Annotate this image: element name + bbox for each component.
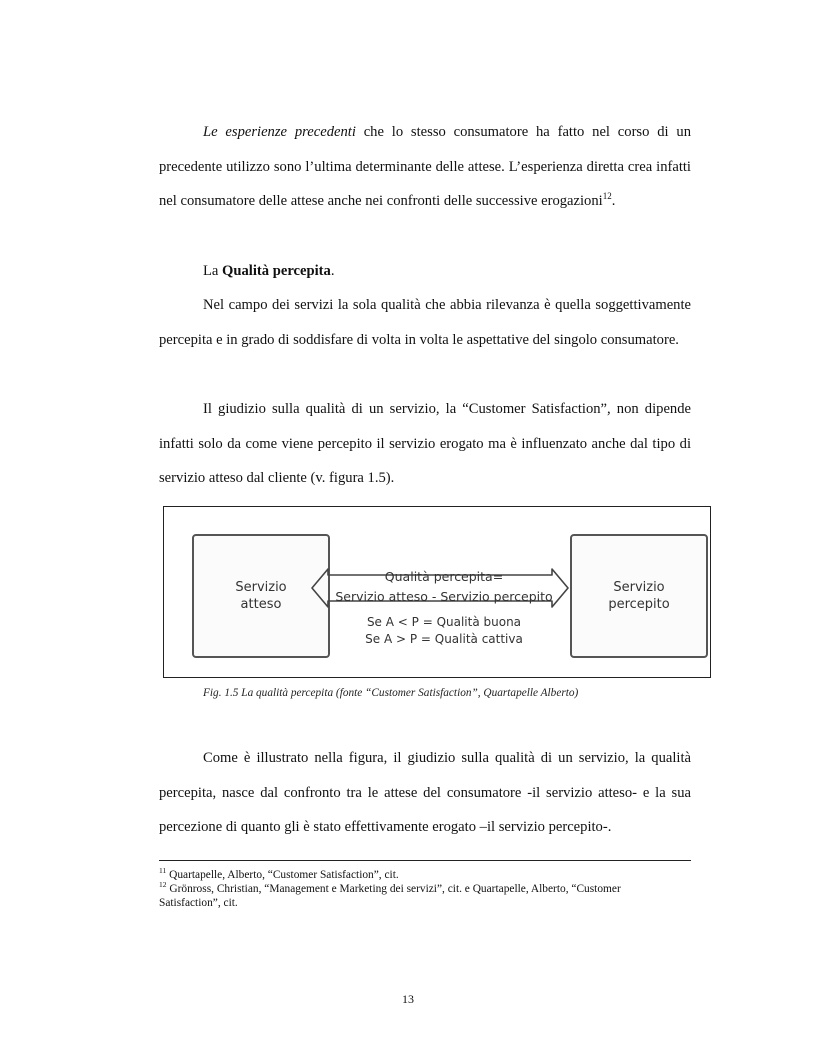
paragraph-perceived-quality: Nel campo dei servizi la sola qualità che abbia rilevanza è quella soggettivamente percepita e in grado di soddisfare di volta in volta le aspettative del singolo consumatore. [159, 297, 691, 348]
italic-lead: Le esperienze precedenti [203, 124, 356, 140]
formula-bad-quality: Se A > P = Qualità cattiva [365, 632, 523, 646]
figure-quality-diagram [163, 506, 711, 678]
formula-good-quality: Se A < P = Qualità buona [366, 615, 522, 629]
heading-bold-title: Qualità percepita [222, 263, 331, 279]
double-arrow-icon [310, 555, 570, 621]
arrow-label-line1: Qualità percepita= [384, 569, 504, 584]
arrow-label-line2: Servizio atteso - Servizio percepito [335, 589, 553, 604]
footnote-text: Quartapelle, Alberto, “Customer Satisfaction”, cit. [169, 869, 399, 881]
paragraph-previous-experiences [159, 115, 691, 219]
footnote-12 [159, 882, 679, 910]
page-number: 13 [402, 992, 414, 1006]
section-heading [203, 256, 334, 286]
paragraph-end: . [611, 193, 616, 210]
paragraph-text: che lo stesso consumatore ha fatto nel corso di un precedente utilizzo sono l’ultima determinante delle attese. L’esperienza diretta crea infatti nel consumatore delle attese anche nei confronti delle successive erogazioni [159, 124, 691, 210]
footnote-text: Grönross, Christian, “Management e Marketing dei servizi”, cit. e Quartapelle, Alberto, “Customer Satisfaction”, cit. [159, 883, 621, 909]
box-expected-service: Servizio atteso [192, 534, 330, 658]
figure-caption: Fig. 1.5 La qualità percepita (fonte “Customer Satisfaction”, Quartapelle Alberto) [203, 687, 579, 699]
footnote-number: 12 [159, 880, 167, 890]
box-perceived-service: Servizio percepito [570, 534, 708, 658]
heading-suffix: . [330, 263, 335, 279]
paragraph-customer-satisfaction: Il giudizio sulla qualità di un servizio, la “Customer Satisfaction”, non dipende infatti solo da come viene percepito il servizio erogato ma è influenzato anche dal tipo di servizio atteso dal cliente (v. figura 1.5). [159, 401, 691, 487]
footnote-11 [159, 868, 679, 882]
heading-prefix: La [203, 263, 223, 279]
footnote-ref: 12 [602, 191, 612, 202]
paragraph-comparison: Come è illustrato nella figura, il giudizio sulla qualità di un servizio, la qualità percepita, nasce dal confronto tra le attese del consumatore -il servizio atteso- e la sua percezione di quanto gli è stato effettivamente erogato –il servizio percepito-. [159, 750, 691, 836]
footnote-divider [159, 860, 691, 861]
footnote-number: 11 [159, 866, 167, 876]
